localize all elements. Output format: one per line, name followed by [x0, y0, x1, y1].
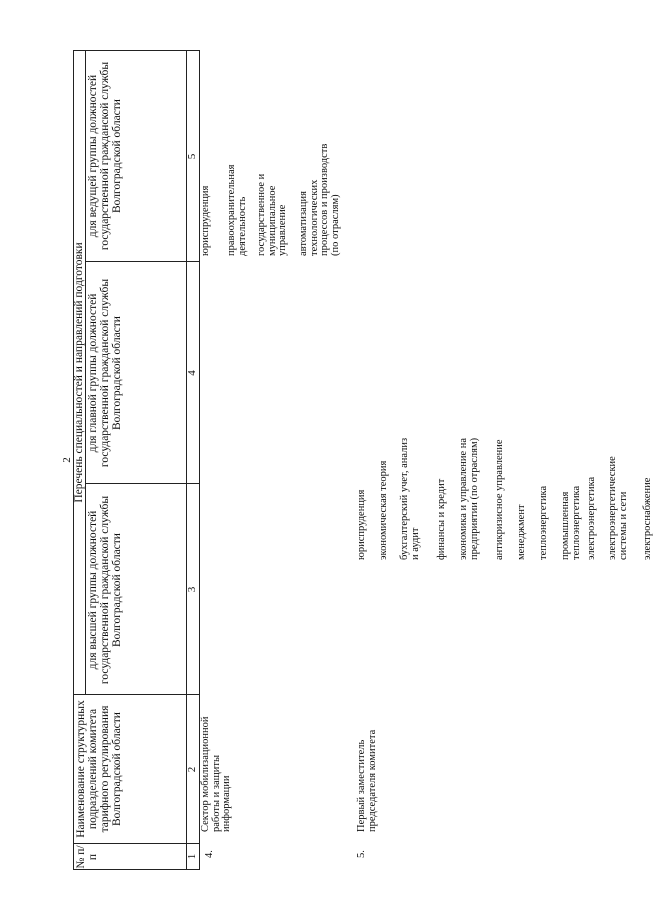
row-5-col3-item: юриспруденция [356, 489, 367, 560]
col1-header: № п/п [75, 845, 99, 869]
row-4-col5-item: государственное и муниципальное управление [256, 173, 288, 256]
row-5-col3-item: электроэнергетика [586, 476, 597, 560]
col3-divider [85, 483, 199, 484]
column-number-4: 4 [186, 370, 198, 376]
row-5-name: Первый заместитель председателя комитета [356, 729, 378, 832]
row-5-col3-item: экономическая теория [378, 460, 389, 560]
col4-divider [85, 261, 199, 262]
column-number-5: 5 [186, 153, 198, 160]
row-5-number: 5. [356, 850, 367, 858]
row-5-col3-item: бухгалтерский учет, анализ и аудит [399, 437, 421, 560]
group-header-divider [85, 50, 86, 695]
row-5-col3-item: электроэнергетические системы и сети [607, 456, 629, 560]
col2-header: Наименование структурных подразделений комитета тарифного регулирования Волгоградской области [75, 700, 123, 838]
row-5-col3-item: электроснабжение [642, 477, 653, 560]
row-4-col5-item: правоохранительная деятельность [226, 164, 248, 256]
column-number-1: 1 [186, 853, 198, 860]
column-number-2: 2 [186, 766, 198, 773]
col3-header: для высшей группы должностей государственной гражданской службы Волгоградской области [87, 495, 123, 685]
row-4-col5-item: юриспруденция [200, 185, 211, 256]
rotated-table-page [61, 50, 653, 870]
col5-header: для ведущей группы должностей государственной гражданской службы Волгоградской области [87, 61, 123, 251]
row-5-col3-item: финансы и кредит [436, 478, 447, 560]
row-4-name: Сектор мобилизационной работы и защиты информации [200, 716, 232, 832]
col1-divider [73, 843, 199, 844]
row-5-col3-item: антикризисное управление [494, 439, 505, 560]
column-number-3: 3 [186, 586, 198, 593]
row-5-col3-item: экономика и управление на предприятии (по отраслям) [458, 437, 480, 560]
col4-header: для главной группы должностей государственной гражданской службы Волгоградской области [87, 278, 123, 468]
table-right-border [73, 50, 199, 51]
page-number: 2 [61, 457, 73, 463]
row-5-col3-item: промышленная теплоэнергетика [560, 485, 582, 560]
table-left-border [73, 869, 199, 870]
col2-divider [73, 694, 199, 695]
row-5-col3-item: менеджмент [516, 504, 527, 560]
row-5-col3-item: теплоэнергетика [538, 485, 549, 560]
row-4-col5-item: автоматизация технологических процессов и производств (по отраслям) [298, 143, 341, 256]
group-header: Перечень специальностей и направлений подготовки [73, 242, 85, 503]
row-4-number: 4. [204, 850, 215, 858]
